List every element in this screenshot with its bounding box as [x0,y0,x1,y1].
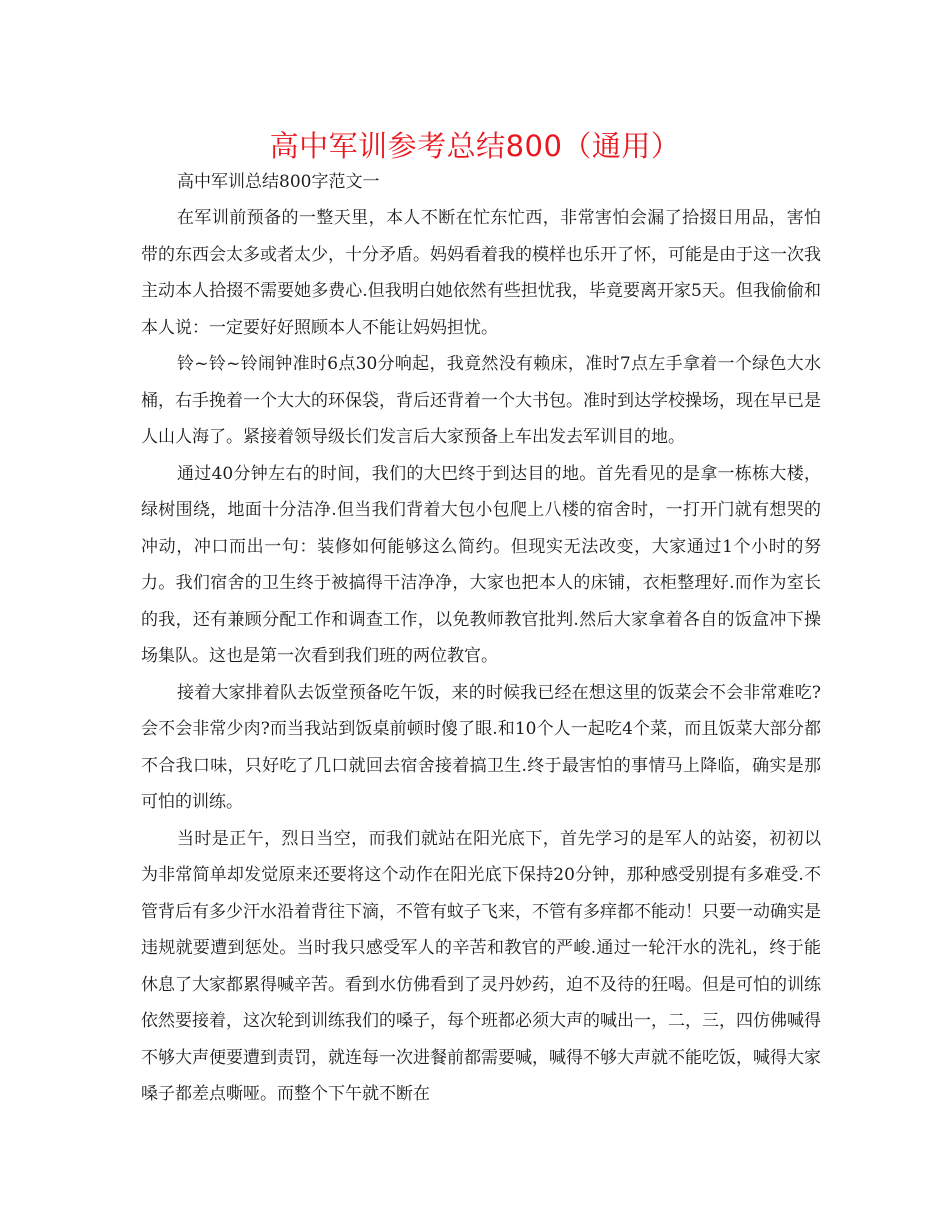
document-subtitle: 高中军训总结800字范文一 [177,172,380,192]
paragraph-5: 当时是正午，烈日当空，而我们就站在阳光底下，首先学习的是军人的站姿，初初以为非常简单却发觉原来还要将这个动作在阳光底下保持20分钟，那种感受别提有多难受.不管背后有多少汗水沿着背往下滴，不管有蚊子飞来，不管有多痒都不能动！只要一动确实是违规就要遭到惩处。当时我只感受军人的辛苦和教官的严峻.通过一轮汗水的洗礼，终于能休息了大家都累得喊辛苦。看到水仿佛看到了灵丹妙药，迫不及待的狂喝。但是可怕的训练依然要接着，这次轮到训练我们的嗓子，每个班都必须大声的喊出一，二，三，四仿佛喊得不够大声便要遭到责罚，就连每一次进餐前都需要喊，喊得不够大声就不能吃饭，喊得大家嗓子都差点嘶哑。而整个下午就不断在 [141,828,821,1104]
document-title: 高中军训参考总结800（通用） [269,129,681,163]
paragraph-4: 接着大家排着队去饭堂预备吃午饭，来的时候我已经在想这里的饭菜会不会非常难吃?会不会非常少肉?而当我站到饭桌前顿时傻了眼.和10个人一起吃4个菜，而且饭菜大部分都不合我口味，只好吃了几口就回去宿舍接着搞卫生.终于最害怕的事情马上降临，确实是那可怕的训练。 [141,682,821,812]
paragraph-1: 在军训前预备的一整天里，本人不断在忙东忙西，非常害怕会漏了拾掇日用品，害怕带的东西会太多或者太少，十分矛盾。妈妈看着我的模样也乐开了怀，可能是由于这一次我主动本人拾掇不需要她多费心.但我明白她依然有些担忧我，毕竟要离开家5天。但我偷偷和本人说：一定要好好照顾本人不能让妈妈担忧。 [141,208,821,338]
document-body [141,164,821,1113]
paragraph-2: 铃~铃~铃闹钟准时6点30分响起，我竟然没有赖床，准时7点左手拿着一个绿色大水桶，右手挽着一个大大的环保袋，背后还背着一个大书包。准时到达学校操场，现在早已是人山人海了。紧接着领导级长们发言后大家预备上车出发去军训目的地。 [141,354,821,447]
paragraph-3: 通过40分钟左右的时间，我们的大巴终于到达目的地。首先看见的是拿一栋栋大楼，绿树围绕，地面十分洁净.但当我们背着大包小包爬上八楼的宿舍时，一打开门就有想哭的冲动，冲口而出一句：装修如何能够这么简约。但现实无法改变，大家通过1个小时的努力。我们宿舍的卫生终于被搞得干洁净净，大家也把本人的床铺，衣柜整理好.而作为室长的我，还有兼顾分配工作和调查工作，以免教师教官批判.然后大家拿着各自的饭盒冲下操场集队。这也是第一次看到我们班的两位教官。 [141,463,821,666]
